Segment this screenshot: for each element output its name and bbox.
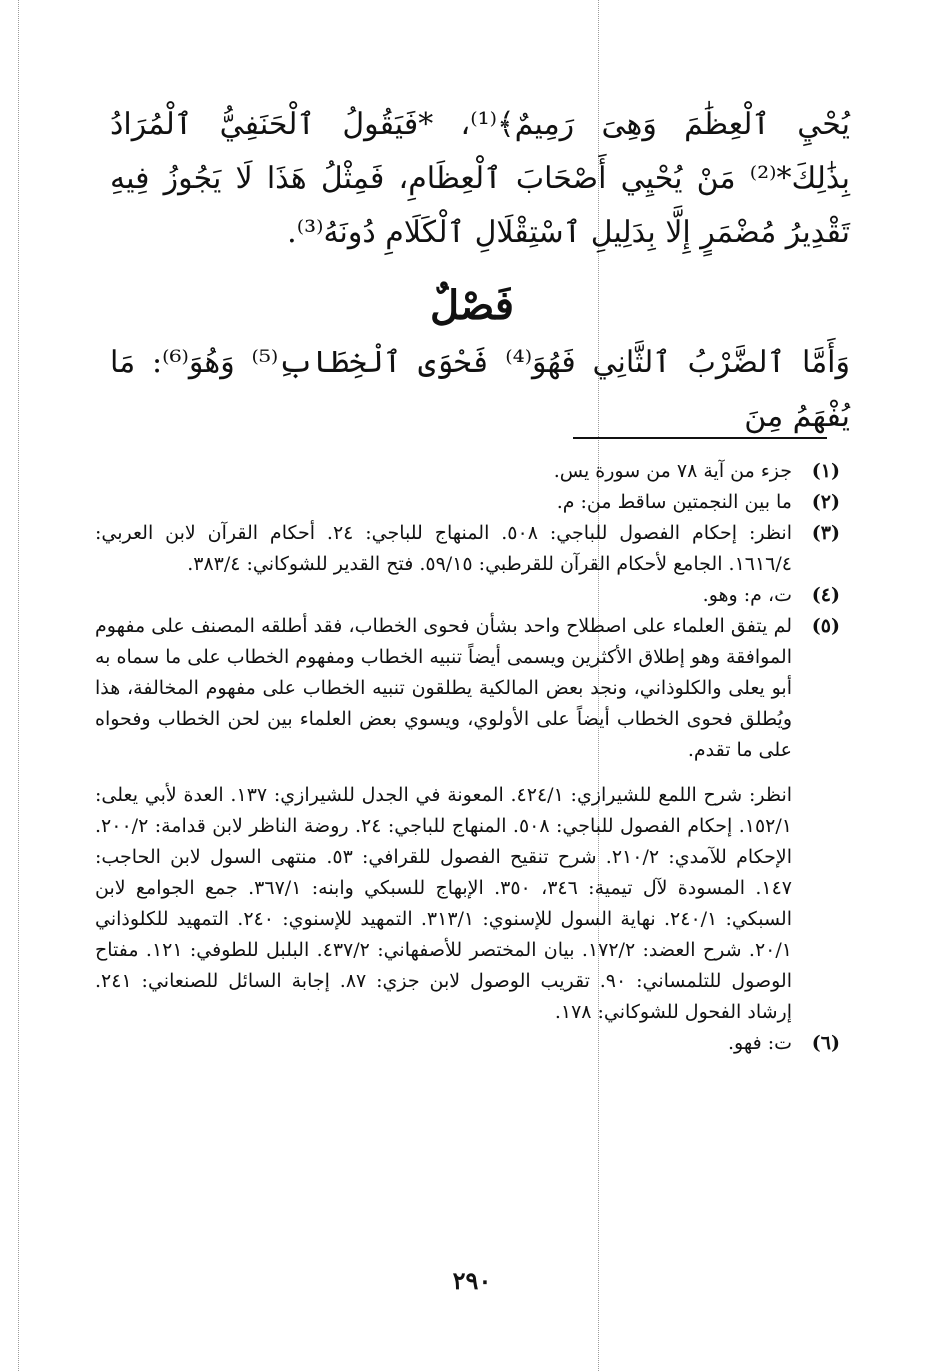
footnote-number: (٤) xyxy=(811,584,840,606)
main-text-paragraph: يُحْيِ ٱلْعِظَٰمَ وَهِىَ رَمِيمٌ﴾⁽¹⁾، *فَيَقُولُ ٱلْحَنَفِيُّ ٱلْمُرَادُ بِذَٰلِكَ*⁽²⁾ مَنْ يُحْيِي أَصْحَابَ ٱلْعِظَامِ، فَمِثْلُ هَذَا لَا يَجُوزُ فِيهِ تَقْدِيرُ مُضْمَرٍ إِلَّا بِدَلِيلِ ٱسْتِقْلَالِ ٱلْكَلَامِ دُونَهُ⁽³⁾. xyxy=(110,107,850,250)
footnote-4 xyxy=(95,580,840,611)
main-text-line: وَأَمَّا ٱلضَّرْبُ ٱلثَّانِي فَهُوَ⁽⁴⁾ فَحْوَى ٱلْخِطَابِ⁽⁵⁾ وَهُوَ⁽⁶⁾: مَا يُفْهَمُ مِنَ xyxy=(110,345,850,434)
footnote-text: ت: فهو. xyxy=(727,1032,792,1054)
footnote-5 xyxy=(95,611,840,766)
footnote-number: (٥) xyxy=(811,615,840,637)
footnote-number: (١) xyxy=(811,460,840,482)
footnote-number: (٦) xyxy=(811,1032,840,1054)
footnote-number: (٢) xyxy=(811,491,840,513)
footnote-2 xyxy=(95,487,840,518)
footnote-separator xyxy=(573,437,827,439)
footnote-3 xyxy=(95,518,840,580)
footnotes xyxy=(95,456,840,1059)
footnote-5-references: انظر: شرح اللمع للشيرازي: ٤٢٤/١. المعونة في الجدل للشيرازي: ١٣٧. العدة لأبي يعلى: ١٥٢/١. إحكام الفصول للباجي: ٥٠٨. المنهاج للباجي: ٢٤. روضة الناظر لابن قدامة: ٢٠٠/٢. الإحكام للآمدي: ٢١٠/٢. شرح تنقيح الفصول للقرافي: ٥٣. منتهى السول لابن الحاجب: ١٤٧. المسودة لآل تيمية: ٣٤٦، ٣٥٠. الإبهاج للسبكي وابنه: ٣٦٧/١. جمع الجوامع لابن السبكي: ٢٤٠/١. نهاية السول للإسنوي: ٣١٣/١. التمهيد للإسنوي: ٢٤٠. التمهيد للكلوذاني ٢٠/١. شرح العضد: ١٧٢/٢. بيان المختصر للأصفهاني: ٤٣٧/٢. البلبل للطوفي: ١٢١. مفتاح الوصول للتلمساني: ٩٠. تقريب الوصول لابن جزي: ٨٧. إجابة السائل للصنعاني: ٢٤١. إرشاد الفحول للشوكاني: ١٧٨. xyxy=(95,784,793,1023)
footnote-text: لم يتفق العلماء على اصطلاح واحد بشأن فحوى الخطاب، فقد أطلقه المصنف على مفهوم الموافقة وهو إطلاق الأكثرين ويسمى أيضاً تنبيه الخطاب ومفهوم الخطاب على ما سماه به أبو يعلى والكلوذاني، ونجد بعض المالكية يطلقون تنبيه الخطاب على مفهوم المخالفة، هذا ويُطلق فحوى الخطاب أيضاً على الأولوي، ويسوي بعض العلماء بين لحن الخطاب وفحواه على ما تقدم. xyxy=(95,615,792,761)
footnote-number: (٣) xyxy=(811,522,840,544)
footnote-1 xyxy=(95,456,840,487)
page-number: ٢٩٠ xyxy=(452,1266,492,1295)
scan-dotted-line xyxy=(18,0,19,1371)
footnote-text: ت، م: وهو. xyxy=(702,584,792,606)
footnote-text: انظر: إحكام الفصول للباجي: ٥٠٨. المنهاج للباجي: ٢٤. أحكام القرآن لابن العربي: ١٦١٦/٤. الجامع لأحكام القرآن للقرطبي: ٥٩/١٥. فتح القدير للشوكاني: ٣٨٣/٤. xyxy=(95,522,792,575)
footnote-text: جزء من آية ٧٨ من سورة يس. xyxy=(553,460,792,482)
footnote-6 xyxy=(95,1028,840,1059)
footnote-text: ما بين النجمتين ساقط من: م. xyxy=(556,491,792,513)
section-title: فَصْلٌ xyxy=(429,282,515,329)
